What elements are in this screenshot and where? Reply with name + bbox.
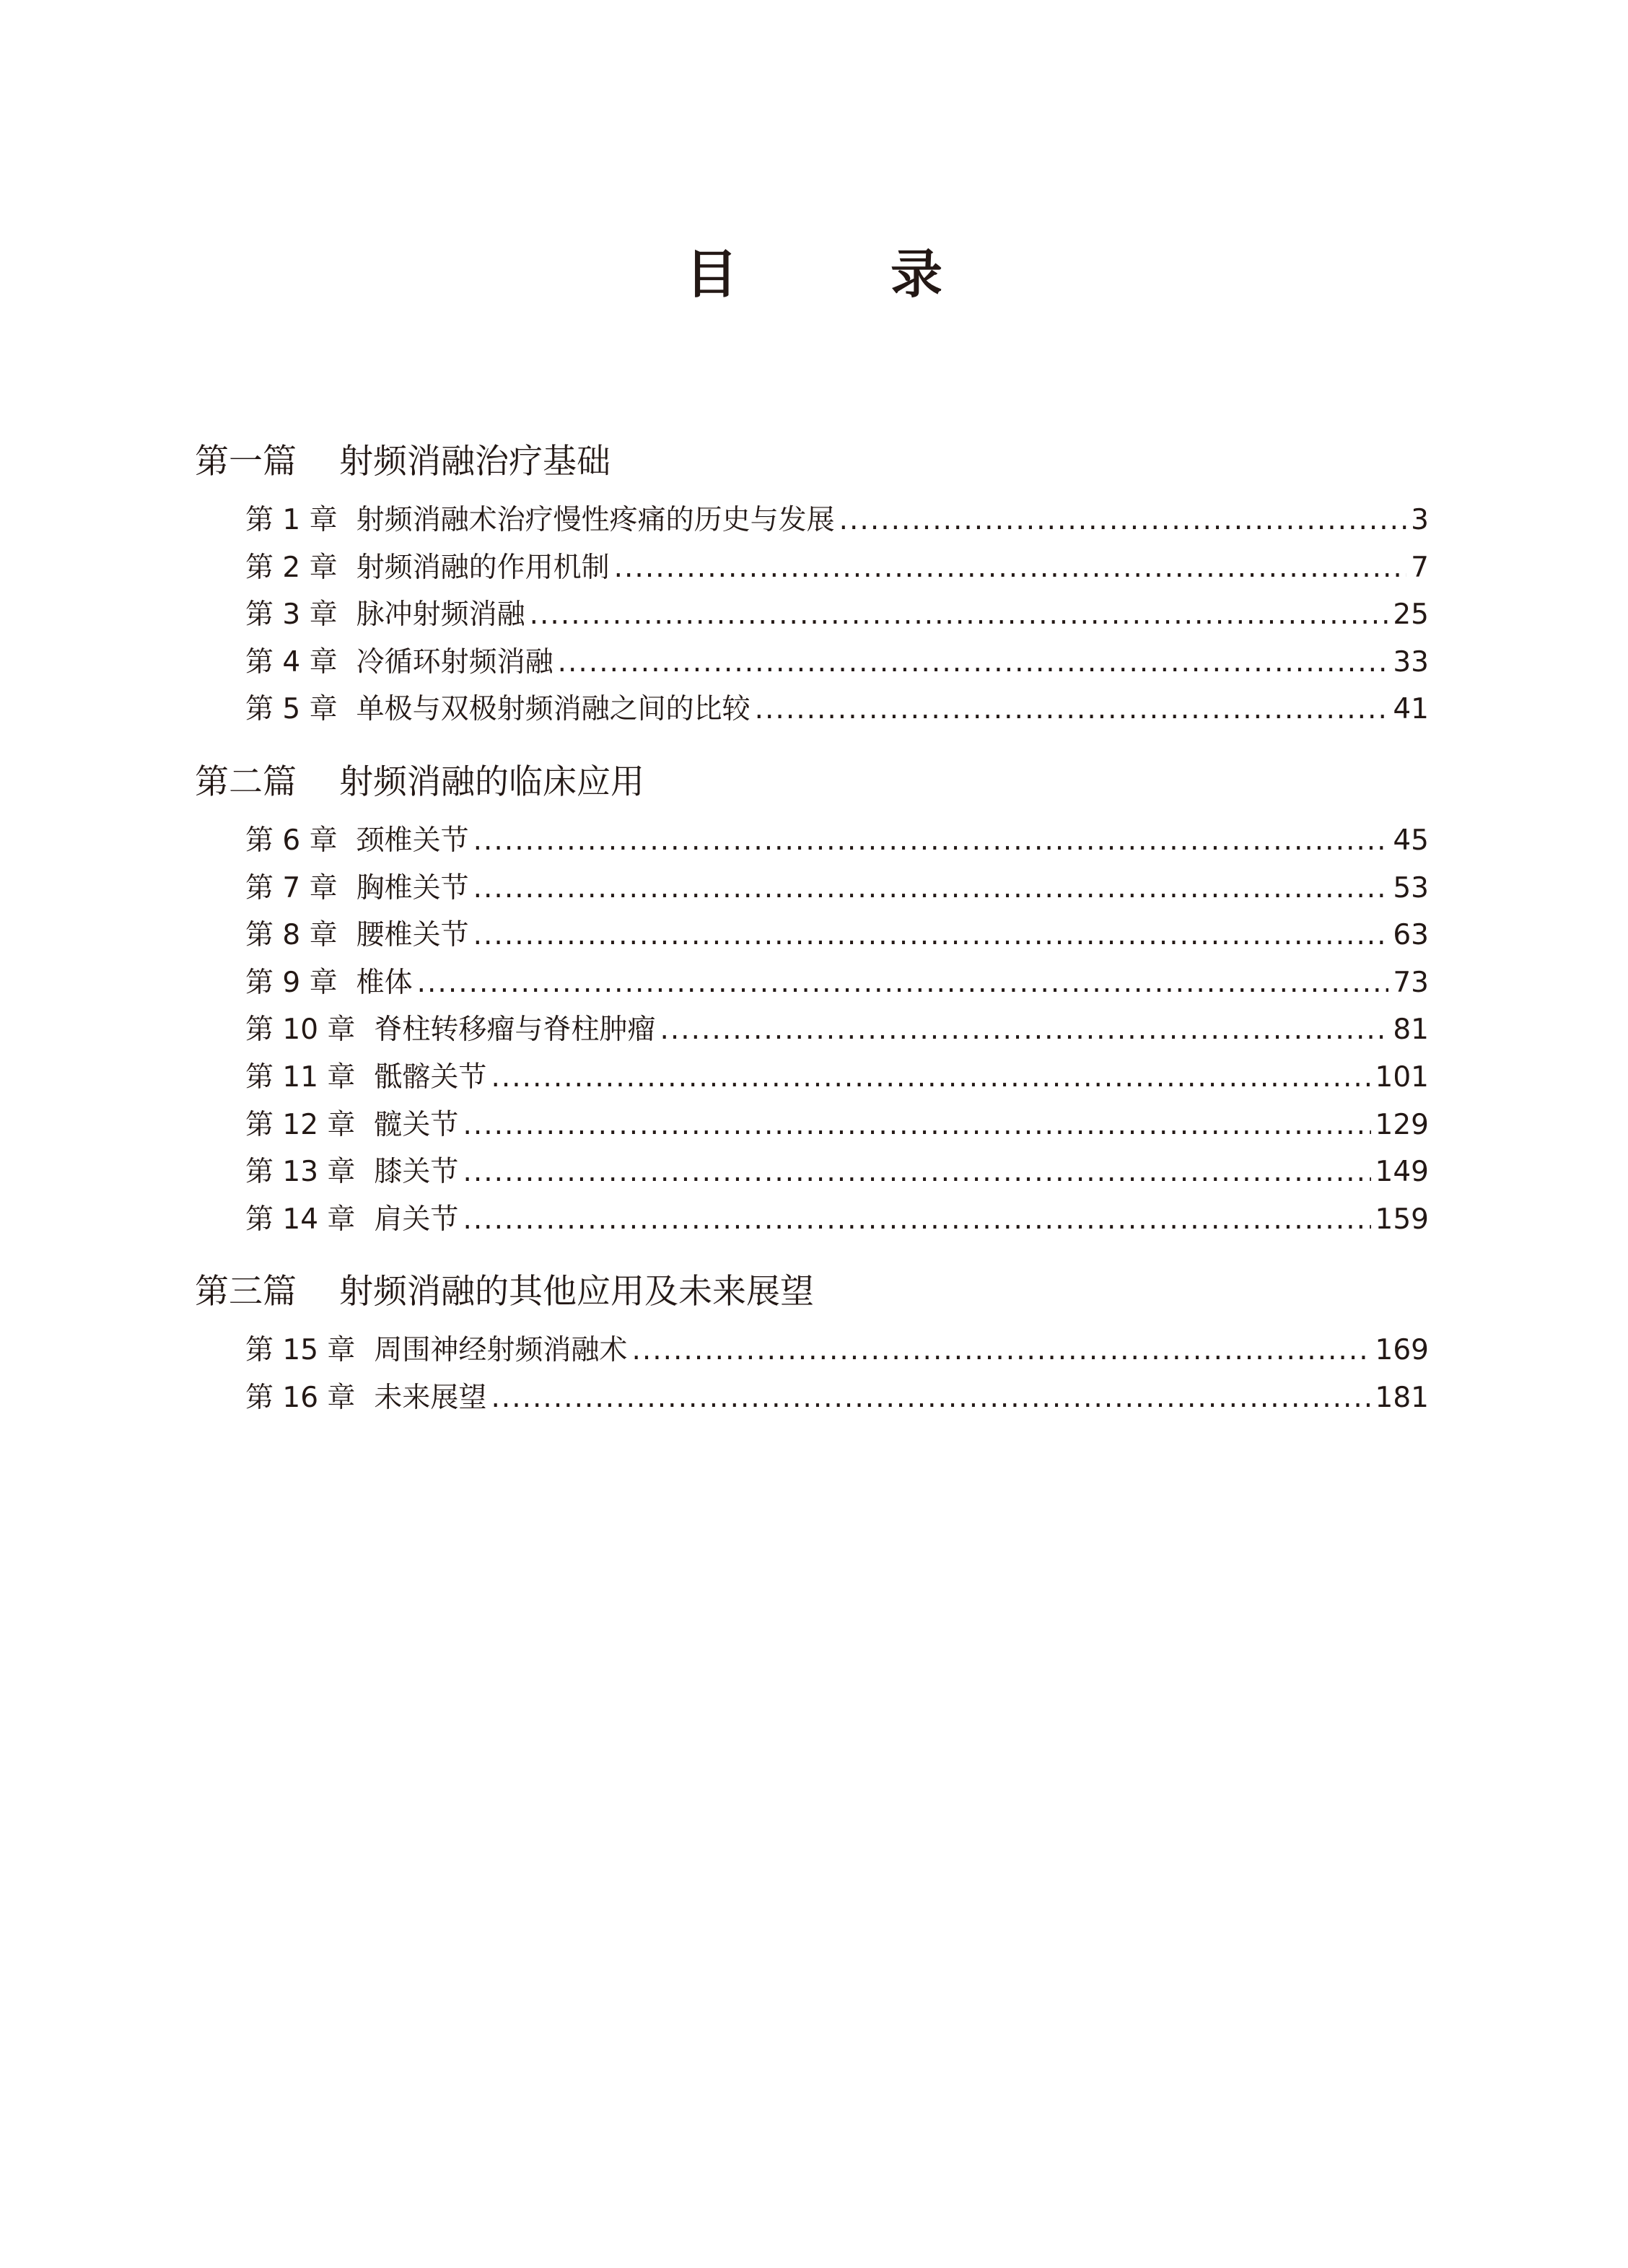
- chapter-title: 髋关节: [374, 1108, 459, 1141]
- page-number: 53: [1393, 871, 1429, 904]
- chapter-label: 第 11 章: [245, 1060, 356, 1094]
- page-number: 81: [1393, 1013, 1429, 1047]
- part-2: [195, 754, 1429, 1243]
- part-label: 第二篇: [195, 762, 297, 802]
- dot-leader: [660, 1006, 1388, 1054]
- chapter-label: 第 6 章: [245, 824, 338, 857]
- dot-leader: [558, 639, 1389, 686]
- chapter-label: 第 2 章: [245, 551, 338, 584]
- part-label: 第三篇: [195, 1272, 297, 1312]
- chapter-label: 第 16 章: [245, 1381, 356, 1414]
- toc-entry[interactable]: [245, 686, 1429, 733]
- page-number: 159: [1375, 1203, 1429, 1236]
- dot-leader: [463, 1102, 1370, 1149]
- chapter-label: 第 13 章: [245, 1156, 356, 1189]
- page-title: 目 录: [685, 244, 993, 305]
- page-number: 45: [1393, 824, 1429, 857]
- toc-entry[interactable]: [245, 1374, 1429, 1422]
- page-number: 41: [1393, 693, 1429, 726]
- chapter-title: 射频消融的作用机制: [356, 551, 610, 584]
- toc-entry[interactable]: [245, 1006, 1429, 1054]
- chapter-label: 第 15 章: [245, 1334, 356, 1367]
- chapter-title: 冷循环射频消融: [356, 645, 553, 679]
- dot-leader: [473, 817, 1389, 865]
- chapter-title: 单极与双极射频消融之间的比较: [356, 693, 750, 726]
- part-heading: [195, 754, 1429, 811]
- chapter-title: 未来展望: [374, 1381, 487, 1414]
- dot-leader: [755, 686, 1389, 733]
- toc-entry[interactable]: [245, 1196, 1429, 1244]
- chapter-label: 第 7 章: [245, 871, 338, 904]
- toc-entry[interactable]: [245, 959, 1429, 1007]
- page-number: 149: [1375, 1156, 1429, 1189]
- toc-entry[interactable]: [245, 1327, 1429, 1374]
- toc-entry[interactable]: [245, 497, 1429, 544]
- dot-leader: [463, 1196, 1370, 1244]
- toc-entry[interactable]: [245, 1102, 1429, 1149]
- page-number: 25: [1393, 598, 1429, 632]
- page-number: 169: [1375, 1334, 1429, 1367]
- chapter-label: 第 5 章: [245, 693, 338, 726]
- dot-leader: [491, 1374, 1370, 1422]
- chapter-title: 射频消融术治疗慢性疼痛的历史与发展: [356, 504, 835, 536]
- chapter-title: 颈椎关节: [356, 824, 469, 857]
- chapter-title: 胸椎关节: [356, 871, 469, 904]
- toc-entry[interactable]: [245, 817, 1429, 865]
- chapter-list: [195, 817, 1429, 1243]
- part-title: 射频消融的其他应用及未来展望: [339, 1272, 814, 1312]
- chapter-title: 椎体: [356, 966, 413, 999]
- chapter-label: 第 9 章: [245, 966, 338, 999]
- chapter-label: 第 8 章: [245, 919, 338, 952]
- page-number: 101: [1375, 1060, 1429, 1094]
- toc-entry[interactable]: [245, 591, 1429, 639]
- page-number: 73: [1393, 966, 1429, 999]
- part-title: 射频消融治疗基础: [339, 442, 610, 481]
- dot-leader: [839, 497, 1407, 544]
- page-number: 3: [1411, 504, 1429, 536]
- chapter-title: 肩关节: [374, 1203, 459, 1236]
- chapter-label: 第 10 章: [245, 1013, 356, 1047]
- dot-leader: [614, 544, 1407, 592]
- chapter-label: 第 3 章: [245, 598, 338, 632]
- toc-entry[interactable]: [245, 912, 1429, 959]
- chapter-list: [195, 1327, 1429, 1421]
- page-number: 7: [1411, 551, 1429, 584]
- chapter-label: 第 1 章: [245, 504, 338, 536]
- toc-entry[interactable]: [245, 865, 1429, 912]
- part-title: 射频消融的临床应用: [339, 762, 644, 802]
- dot-leader: [631, 1327, 1370, 1374]
- toc-entry[interactable]: [245, 544, 1429, 592]
- toc-entry[interactable]: [245, 1148, 1429, 1196]
- chapter-title: 脊柱转移瘤与脊柱肿瘤: [374, 1013, 656, 1047]
- dot-leader: [473, 865, 1389, 912]
- chapter-label: 第 12 章: [245, 1108, 356, 1141]
- part-heading: [195, 433, 1429, 491]
- chapter-title: 周围神经射频消融术: [374, 1334, 628, 1367]
- dot-leader: [417, 959, 1389, 1007]
- chapter-list: [195, 497, 1429, 733]
- page-number: 33: [1393, 645, 1429, 679]
- chapter-title: 骶髂关节: [374, 1060, 487, 1094]
- dot-leader: [530, 591, 1389, 639]
- chapter-label: 第 14 章: [245, 1203, 356, 1236]
- dot-leader: [473, 912, 1389, 959]
- page-number: 129: [1375, 1108, 1429, 1141]
- dot-leader: [463, 1148, 1370, 1196]
- chapter-label: 第 4 章: [245, 645, 338, 679]
- chapter-title: 腰椎关节: [356, 919, 469, 952]
- table-of-contents: [195, 433, 1429, 1422]
- part-label: 第一篇: [195, 442, 297, 481]
- page-number: 181: [1375, 1381, 1429, 1414]
- part-heading: [195, 1263, 1429, 1321]
- toc-entry[interactable]: [245, 1054, 1429, 1102]
- part-1: [195, 433, 1429, 733]
- toc-entry[interactable]: [245, 639, 1429, 686]
- chapter-title: 脉冲射频消融: [356, 598, 525, 632]
- dot-leader: [491, 1054, 1370, 1102]
- part-3: [195, 1263, 1429, 1421]
- page-number: 63: [1393, 919, 1429, 952]
- chapter-title: 膝关节: [374, 1156, 459, 1189]
